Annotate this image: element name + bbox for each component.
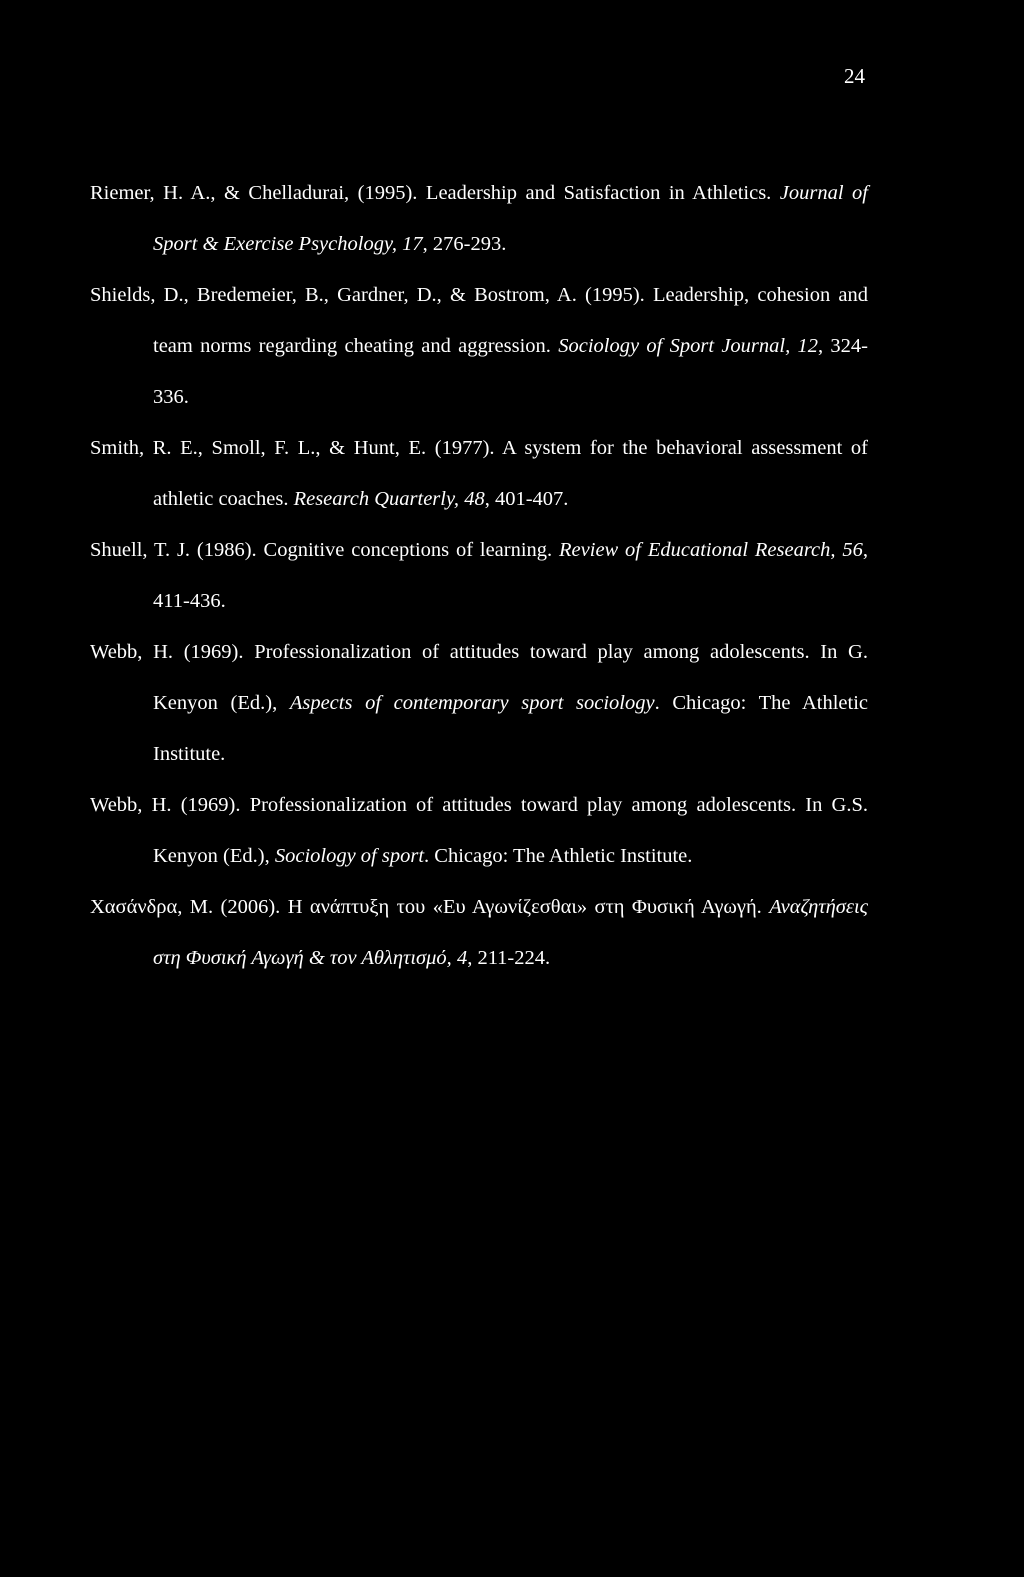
reference-item (90, 780, 868, 882)
reference-text: Riemer, H. A., & Chelladurai, (1995). Leadership and Satisfaction in Athletics. (90, 182, 780, 204)
reference-text: Shields, D., Bredemeier, B., Gardner, D., & Bostrom, A. (1995). Leadership, cohesion and team norms regarding cheating and aggression. (90, 284, 868, 357)
reference-pages: , 411-436. (153, 539, 869, 612)
reference-text: Webb, H. (1969). Professionalization of attitudes toward play among adolescents. In G. Kenyon (Ed.), (90, 641, 868, 714)
reference-journal: Sociology of Sport Journal, (558, 335, 798, 357)
reference-item (90, 525, 868, 627)
reference-item (90, 168, 868, 270)
reference-pages: , 211-224. (467, 947, 551, 969)
reference-journal: Sociology of sport (274, 845, 425, 867)
reference-item (90, 270, 868, 423)
reference-journal: Αναζητήσεις στη Φυσική Αγωγή & τον Αθλητισμό, (153, 896, 868, 969)
reference-item (90, 423, 868, 525)
reference-journal: Review of Educational Research, (559, 539, 843, 561)
reference-journal: Aspects of contemporary sport sociology (289, 692, 655, 714)
reference-pages: . Chicago: The Athletic Institute. (424, 845, 693, 867)
reference-pages: , 324-336. (153, 335, 869, 408)
reference-text: Smith, R. E., Smoll, F. L., & Hunt, E. (1977). A system for the behavioral assessment of athletic coaches. (90, 437, 868, 510)
reference-pages: , 276-293. (422, 233, 507, 255)
reference-text: Webb, H. (1969). Professionalization of attitudes toward play among adolescents. In G.S. Kenyon (Ed.), (90, 794, 868, 867)
reference-volume: 4 (456, 947, 468, 969)
reference-journal: Research Quarterly, (293, 488, 465, 510)
reference-item (90, 627, 868, 780)
reference-volume: 56 (842, 539, 863, 561)
reference-pages: , 401-407. (484, 488, 569, 510)
reference-volume: 12 (797, 335, 819, 357)
reference-volume: 17 (402, 233, 423, 255)
reference-item (90, 882, 868, 984)
reference-pages: . Chicago: The Athletic Institute. (153, 692, 868, 765)
reference-list (90, 168, 868, 984)
reference-text: Shuell, T. J. (1986). Cognitive conceptions of learning. (90, 539, 560, 561)
reference-text: Χασάνδρα, Μ. (2006). Η ανάπτυξη του «Ευ Αγωνίζεσθαι» στη Φυσική Αγωγή. (90, 896, 770, 918)
page-number: 24 (844, 64, 865, 88)
reference-journal: Journal of Sport & Exercise Psychology, (153, 182, 869, 255)
reference-volume: 48 (464, 488, 485, 510)
